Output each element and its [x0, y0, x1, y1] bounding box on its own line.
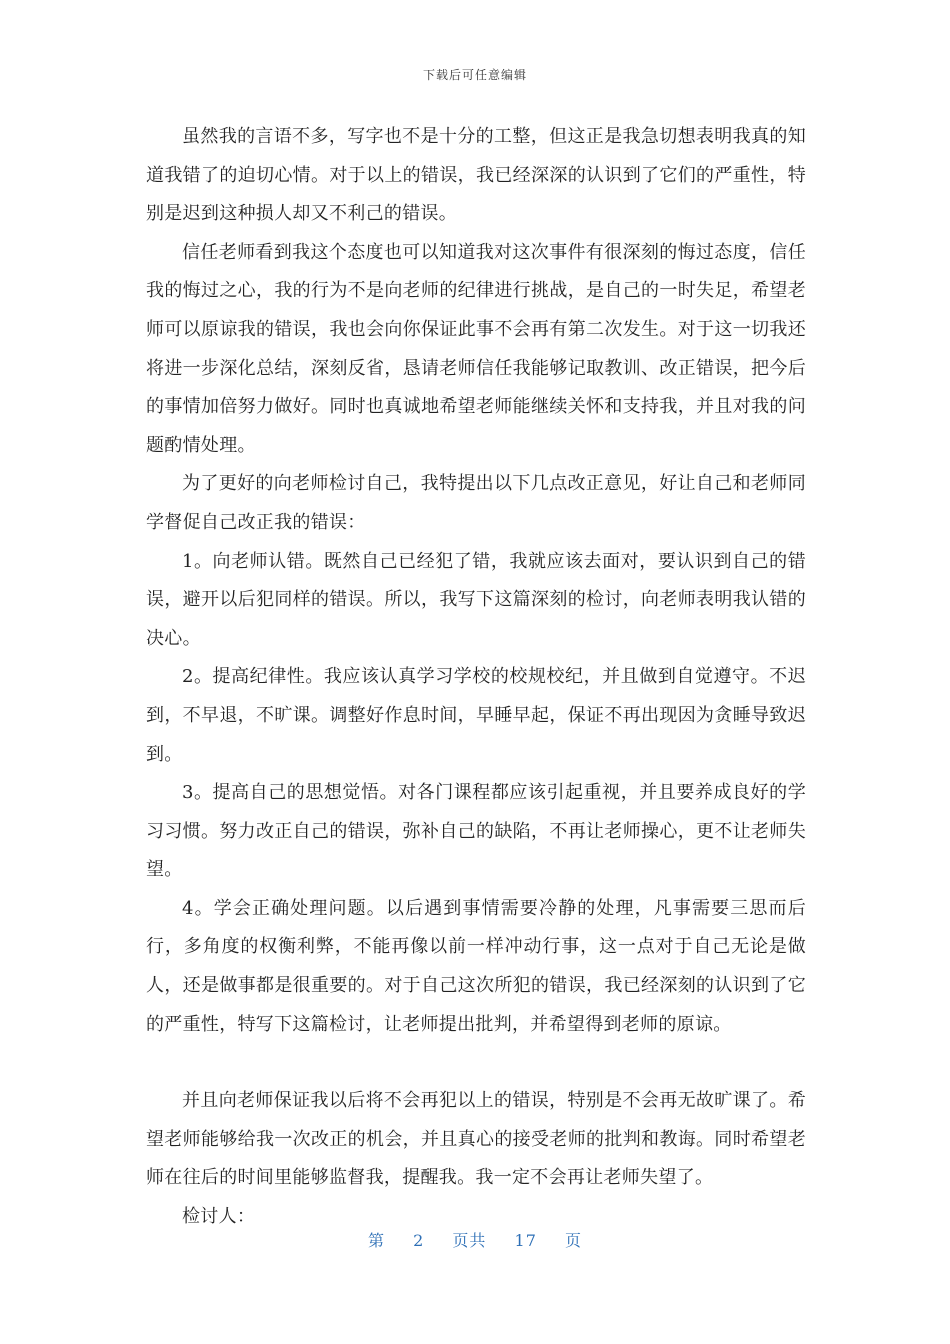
- footer-middle: 页共: [452, 1231, 487, 1250]
- paragraph-2: 信任老师看到我这个态度也可以知道我对这次事件有很深刻的悔过态度，信任我的悔过之心，我的行为不是向老师的纪律进行挑战，是自己的一时失足，希望老师可以原谅我的错误，我也会向你保证此事不会再有第二次发生。对于这一切我还将进一步深化总结，深刻反省，恳请老师信任我能够记取教训、改正错误，把今后的事情加倍努力做好。同时也真诚地希望老师能继续关怀和支持我，并且对我的问题酌情处理。: [146, 241, 806, 456]
- paragraph-1: 虽然我的言语不多，写字也不是十分的工整，但这正是我急切想表明我真的知道我错了的迫切心情。对于以上的错误，我已经深深的认识到了它们的严重性，特别是迟到这种损人却又不利己的错误。: [146, 126, 806, 225]
- page-header-note: 下载后可任意编辑: [422, 68, 527, 82]
- footer-current-page: 2: [413, 1231, 425, 1250]
- list-item-2: 2。提高纪律性。我应该认真学习学校的校规校纪，并且做到自觉遵守。不迟到，不早退，不旷课。调整好作息时间，早睡早起，保证不再出现因为贪睡导致迟到。: [146, 666, 806, 765]
- paragraph-3: 为了更好的向老师检讨自己，我特提出以下几点改正意见，好让自己和老师同学督促自己改正我的错误：: [146, 473, 806, 533]
- footer-prefix: 第: [368, 1231, 386, 1250]
- footer-suffix: 页: [564, 1231, 582, 1250]
- list-item-4: 4。学会正确处理问题。以后遇到事情需要冷静的处理，凡事需要三思而后行，多角度的权衡利弊，不能再像以前一样冲动行事，这一点对于自己无论是做人，还是做事都是很重要的。对于自己这次所犯的错误，我已经深刻的认识到了它的严重性，特写下这篇检讨，让老师提出批判，并希望得到老师的原谅。: [146, 897, 806, 1035]
- paragraph-closing: 并且向老师保证我以后将不会再犯以上的错误，特别是不会再无故旷课了。希望老师能够给我一次改正的机会，并且真心的接受老师的批判和教诲。同时希望老师在往后的时间里能够监督我，提醒我。我一定不会再让老师失望了。: [146, 1090, 806, 1189]
- list-item-1: 1。向老师认错。既然自己已经犯了错，我就应该去面对，要认识到自己的错误，避开以后犯同样的错误。所以，我写下这篇深刻的检讨，向老师表明我认错的决心。: [146, 550, 806, 649]
- signature-line: 检讨人：: [182, 1206, 256, 1228]
- list-item-3: 3。提高自己的思想觉悟。对各门课程都应该引起重视，并且要养成良好的学习习惯。努力改正自己的错误，弥补自己的缺陷，不再让老师操心，更不让老师失望。: [146, 782, 806, 881]
- footer-total-pages: 17: [514, 1231, 537, 1250]
- document-body: [146, 118, 806, 1237]
- page-footer: [0, 1228, 950, 1251]
